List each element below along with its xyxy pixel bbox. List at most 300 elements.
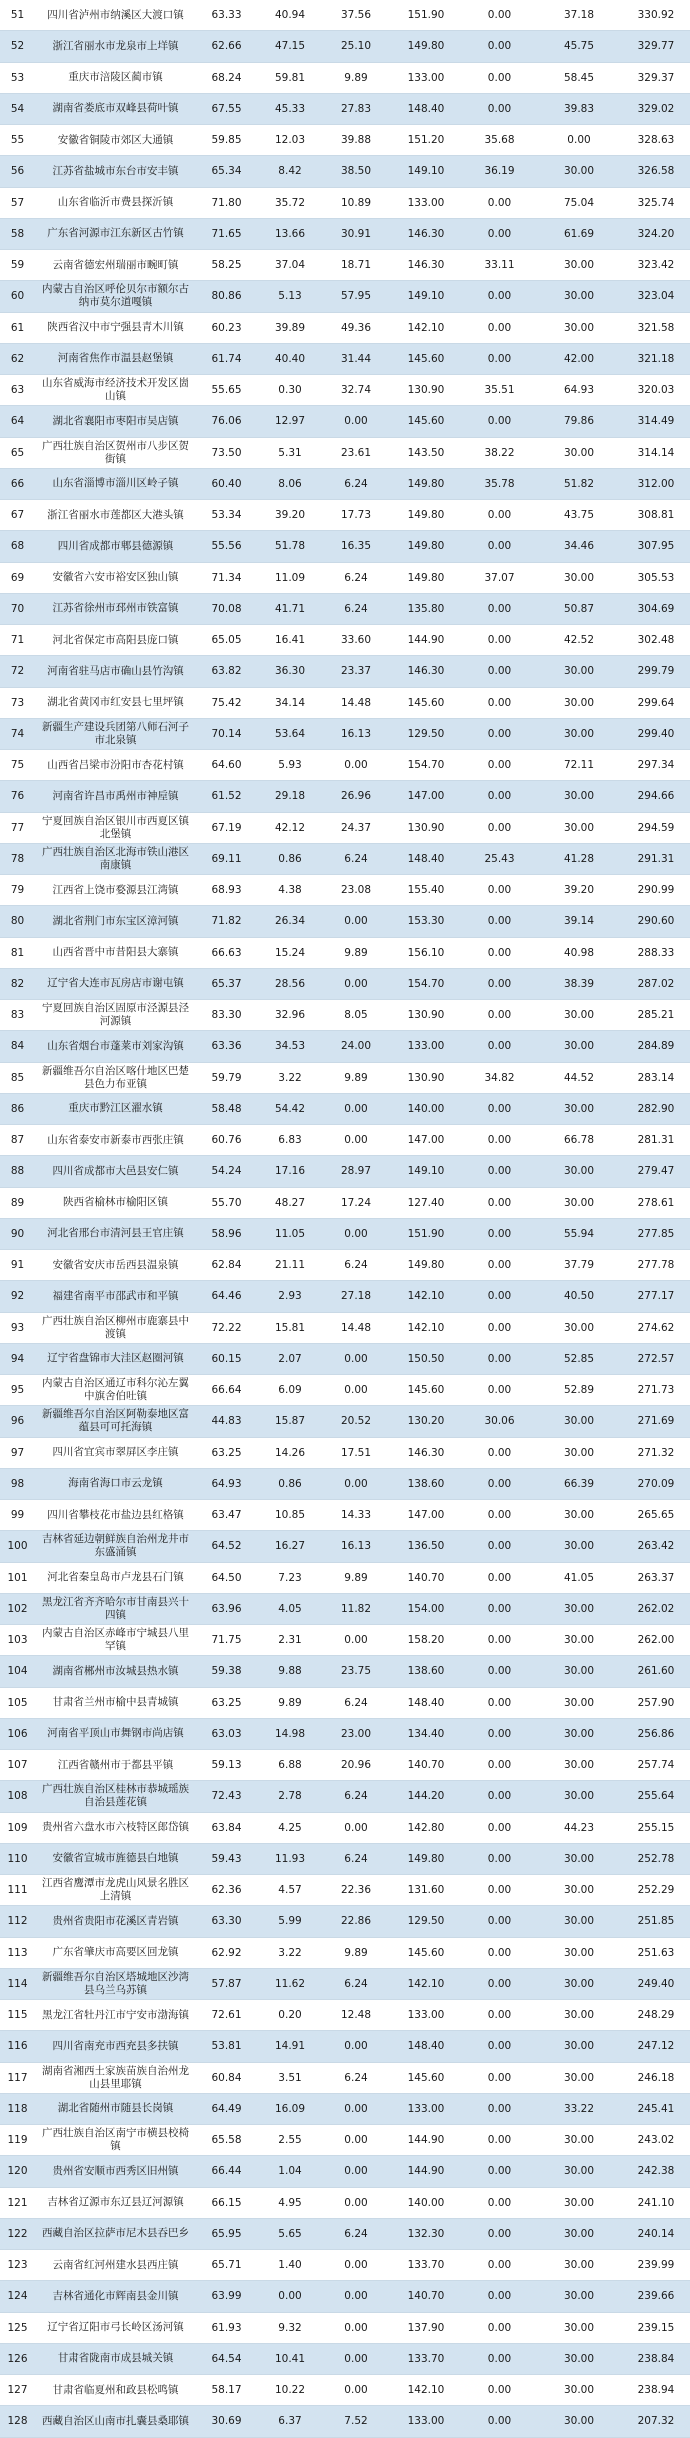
town-name-cell: 湖南省湘西土家族苗族自治州龙山县里耶镇 (35, 2062, 196, 2093)
score-cell-c6: 30.00 (536, 1718, 622, 1749)
score-cell-c3: 57.95 (323, 281, 389, 312)
score-cell-c1: 71.34 (196, 562, 257, 593)
score-cell-c1: 71.82 (196, 906, 257, 937)
score-cell-c7: 255.15 (622, 1812, 690, 1843)
rank-cell: 68 (0, 531, 35, 562)
town-name-cell: 重庆市涪陵区蔺市镇 (35, 62, 196, 93)
score-cell-c5: 0.00 (463, 2031, 536, 2062)
score-cell-c3: 9.89 (323, 1937, 389, 1968)
score-cell-c4: 144.90 (389, 625, 463, 656)
rank-cell: 57 (0, 187, 35, 218)
score-cell-c6: 75.04 (536, 187, 622, 218)
score-cell-c2: 14.98 (257, 1718, 323, 1749)
score-cell-c4: 148.40 (389, 1687, 463, 1718)
rank-cell: 107 (0, 1750, 35, 1781)
score-cell-c7: 257.74 (622, 1750, 690, 1781)
score-cell-c2: 3.22 (257, 1937, 323, 1968)
score-cell-c3: 27.83 (323, 93, 389, 124)
score-cell-c7: 284.89 (622, 1031, 690, 1062)
score-cell-c3: 0.00 (323, 1625, 389, 1656)
score-cell-c1: 59.85 (196, 125, 257, 156)
score-cell-c4: 130.90 (389, 1062, 463, 1093)
score-cell-c1: 63.99 (196, 2281, 257, 2312)
score-cell-c3: 7.52 (323, 2406, 389, 2437)
town-name-cell: 甘肃省兰州市榆中县青城镇 (35, 1687, 196, 1718)
score-cell-c5: 34.82 (463, 1062, 536, 1093)
table-row (0, 250, 690, 281)
town-name-cell: 广东省肇庆市高要区回龙镇 (35, 1937, 196, 1968)
town-name-cell: 山东省烟台市蓬莱市刘家沟镇 (35, 1031, 196, 1062)
town-name-cell: 辽宁省盘锦市大洼区赵圈河镇 (35, 1343, 196, 1374)
score-cell-c7: 321.18 (622, 343, 690, 374)
table-row (0, 281, 690, 312)
table-row (0, 625, 690, 656)
score-cell-c5: 0.00 (463, 1750, 536, 1781)
score-cell-c6: 30.00 (536, 2343, 622, 2374)
town-name-cell: 吉林省辽源市东辽县辽河源镇 (35, 2187, 196, 2218)
score-cell-c4: 130.90 (389, 1000, 463, 1031)
table-row (0, 1375, 690, 1406)
score-cell-c5: 33.11 (463, 250, 536, 281)
table-row (0, 1250, 690, 1281)
town-name-cell: 西藏自治区山南市扎囊县桑耶镇 (35, 2406, 196, 2437)
score-cell-c5: 0.00 (463, 750, 536, 781)
score-cell-c5: 0.00 (463, 1500, 536, 1531)
town-name-cell: 内蒙古自治区赤峰市宁城县八里罕镇 (35, 1625, 196, 1656)
score-cell-c7: 285.21 (622, 1000, 690, 1031)
score-cell-c4: 142.10 (389, 1281, 463, 1312)
score-cell-c4: 140.70 (389, 1562, 463, 1593)
score-cell-c6: 30.00 (536, 2406, 622, 2437)
score-cell-c7: 323.04 (622, 281, 690, 312)
table-row (0, 1000, 690, 1031)
rank-cell: 71 (0, 625, 35, 656)
score-cell-c1: 63.82 (196, 656, 257, 687)
score-cell-c1: 63.25 (196, 1437, 257, 1468)
table-row (0, 875, 690, 906)
rank-cell: 124 (0, 2281, 35, 2312)
score-cell-c5: 0.00 (463, 1687, 536, 1718)
score-cell-c5: 36.19 (463, 156, 536, 187)
score-cell-c5: 0.00 (463, 1250, 536, 1281)
table-row (0, 1750, 690, 1781)
table-row (0, 500, 690, 531)
rank-cell: 126 (0, 2343, 35, 2374)
score-cell-c1: 57.87 (196, 1968, 257, 1999)
score-cell-c5: 0.00 (463, 968, 536, 999)
score-cell-c4: 150.50 (389, 1343, 463, 1374)
score-cell-c6: 30.00 (536, 2250, 622, 2281)
score-cell-c7: 277.85 (622, 1218, 690, 1249)
score-cell-c2: 8.06 (257, 468, 323, 499)
score-cell-c5: 0.00 (463, 2125, 536, 2156)
score-cell-c1: 59.38 (196, 1656, 257, 1687)
score-cell-c7: 252.29 (622, 1875, 690, 1906)
score-cell-c7: 262.00 (622, 1625, 690, 1656)
rank-cell: 120 (0, 2156, 35, 2187)
score-cell-c3: 0.00 (323, 2312, 389, 2343)
score-cell-c3: 38.50 (323, 156, 389, 187)
score-cell-c4: 151.90 (389, 1218, 463, 1249)
score-cell-c2: 14.91 (257, 2031, 323, 2062)
score-cell-c3: 0.00 (323, 1125, 389, 1156)
score-cell-c1: 83.30 (196, 1000, 257, 1031)
score-cell-c5: 0.00 (463, 93, 536, 124)
score-cell-c7: 270.09 (622, 1468, 690, 1499)
table-row (0, 1218, 690, 1249)
score-cell-c4: 140.70 (389, 1750, 463, 1781)
score-cell-c5: 0.00 (463, 1968, 536, 1999)
rank-cell: 54 (0, 93, 35, 124)
score-cell-c1: 59.79 (196, 1062, 257, 1093)
score-cell-c1: 70.14 (196, 718, 257, 749)
score-cell-c5: 0.00 (463, 1625, 536, 1656)
score-cell-c2: 3.22 (257, 1062, 323, 1093)
score-cell-c6: 30.00 (536, 1312, 622, 1343)
rank-cell: 75 (0, 750, 35, 781)
score-cell-c6: 30.00 (536, 1656, 622, 1687)
town-name-cell: 江西省赣州市于都县平镇 (35, 1750, 196, 1781)
rank-cell: 87 (0, 1125, 35, 1156)
table-row (0, 1718, 690, 1749)
score-cell-c1: 71.65 (196, 218, 257, 249)
score-cell-c6: 38.39 (536, 968, 622, 999)
table-row (0, 2031, 690, 2062)
score-cell-c4: 144.90 (389, 2156, 463, 2187)
rank-cell: 89 (0, 1187, 35, 1218)
score-cell-c5: 0.00 (463, 2093, 536, 2124)
score-cell-c1: 76.06 (196, 406, 257, 437)
score-cell-c6: 72.11 (536, 750, 622, 781)
town-name-cell: 四川省南充市西充县多扶镇 (35, 2031, 196, 2062)
score-cell-c1: 58.25 (196, 250, 257, 281)
score-cell-c6: 30.00 (536, 2312, 622, 2343)
table-row (0, 1343, 690, 1374)
score-cell-c7: 251.63 (622, 1937, 690, 1968)
score-cell-c4: 147.00 (389, 1125, 463, 1156)
rank-cell: 56 (0, 156, 35, 187)
score-cell-c2: 6.37 (257, 2406, 323, 2437)
table-row (0, 1656, 690, 1687)
score-cell-c2: 2.78 (257, 1781, 323, 1812)
score-cell-c5: 0.00 (463, 2218, 536, 2249)
table-row (0, 2218, 690, 2249)
score-cell-c4: 143.50 (389, 437, 463, 468)
score-cell-c2: 42.12 (257, 812, 323, 843)
town-name-cell: 湖北省随州市随县长岗镇 (35, 2093, 196, 2124)
rank-cell: 66 (0, 468, 35, 499)
score-cell-c4: 149.10 (389, 156, 463, 187)
score-cell-c4: 146.30 (389, 1437, 463, 1468)
rank-cell: 128 (0, 2406, 35, 2437)
score-cell-c2: 11.09 (257, 562, 323, 593)
table-row (0, 1156, 690, 1187)
town-name-cell: 江西省鹰潭市龙虎山风景名胜区上清镇 (35, 1875, 196, 1906)
table-row (0, 718, 690, 749)
score-cell-c3: 0.00 (323, 968, 389, 999)
score-cell-c6: 58.45 (536, 62, 622, 93)
score-cell-c4: 133.00 (389, 2406, 463, 2437)
score-cell-c1: 63.96 (196, 1593, 257, 1624)
town-name-cell: 贵州省贵阳市花溪区青岩镇 (35, 1906, 196, 1937)
town-name-cell: 山东省泰安市新泰市西张庄镇 (35, 1125, 196, 1156)
rank-cell: 119 (0, 2125, 35, 2156)
score-cell-c6: 30.00 (536, 1187, 622, 1218)
table-row (0, 0, 690, 31)
score-cell-c4: 149.10 (389, 1156, 463, 1187)
score-cell-c5: 0.00 (463, 281, 536, 312)
table-row (0, 2312, 690, 2343)
score-cell-c5: 0.00 (463, 31, 536, 62)
score-cell-c6: 30.00 (536, 2218, 622, 2249)
table-row (0, 218, 690, 249)
table-row (0, 343, 690, 374)
score-cell-c7: 305.53 (622, 562, 690, 593)
score-cell-c1: 80.86 (196, 281, 257, 312)
town-name-cell: 湖北省黄冈市红安县七里坪镇 (35, 687, 196, 718)
town-name-cell: 四川省成都市大邑县安仁镇 (35, 1156, 196, 1187)
score-cell-c7: 274.62 (622, 1312, 690, 1343)
table-row (0, 1906, 690, 1937)
score-cell-c1: 63.36 (196, 1031, 257, 1062)
table-row (0, 687, 690, 718)
score-cell-c6: 61.69 (536, 218, 622, 249)
score-cell-c1: 58.96 (196, 1218, 257, 1249)
score-cell-c3: 32.74 (323, 375, 389, 406)
rank-cell: 93 (0, 1312, 35, 1343)
town-name-cell: 江西省上饶市婺源县江湾镇 (35, 875, 196, 906)
rank-cell: 95 (0, 1375, 35, 1406)
score-cell-c2: 0.30 (257, 375, 323, 406)
score-cell-c1: 60.40 (196, 468, 257, 499)
score-cell-c2: 6.83 (257, 1125, 323, 1156)
rank-cell: 72 (0, 656, 35, 687)
score-cell-c1: 65.05 (196, 625, 257, 656)
score-cell-c2: 12.97 (257, 406, 323, 437)
score-cell-c2: 59.81 (257, 62, 323, 93)
score-cell-c1: 62.84 (196, 1250, 257, 1281)
score-cell-c5: 35.68 (463, 125, 536, 156)
rank-cell: 51 (0, 0, 35, 31)
score-cell-c5: 0.00 (463, 1812, 536, 1843)
town-name-cell: 山东省淄博市淄川区岭子镇 (35, 468, 196, 499)
score-cell-c3: 24.00 (323, 1031, 389, 1062)
score-cell-c4: 148.40 (389, 2031, 463, 2062)
score-cell-c6: 30.00 (536, 812, 622, 843)
score-cell-c2: 15.24 (257, 937, 323, 968)
score-cell-c1: 63.47 (196, 1500, 257, 1531)
town-name-cell: 新疆维吾尔自治区阿勒泰地区富蕴县可可托海镇 (35, 1406, 196, 1437)
score-cell-c6: 30.00 (536, 2000, 622, 2031)
table-row (0, 2343, 690, 2374)
score-cell-c3: 20.96 (323, 1750, 389, 1781)
rank-cell: 69 (0, 562, 35, 593)
rank-cell: 91 (0, 1250, 35, 1281)
score-cell-c2: 28.56 (257, 968, 323, 999)
score-cell-c2: 45.33 (257, 93, 323, 124)
table-row (0, 2406, 690, 2437)
score-cell-c1: 66.64 (196, 1375, 257, 1406)
score-cell-c6: 30.00 (536, 250, 622, 281)
score-cell-c3: 14.48 (323, 687, 389, 718)
score-cell-c6: 52.89 (536, 1375, 622, 1406)
score-cell-c4: 146.30 (389, 656, 463, 687)
score-cell-c1: 64.50 (196, 1562, 257, 1593)
score-cell-c2: 16.27 (257, 1531, 323, 1562)
score-cell-c5: 0.00 (463, 1156, 536, 1187)
score-cell-c3: 17.51 (323, 1437, 389, 1468)
score-cell-c6: 40.50 (536, 1281, 622, 1312)
score-cell-c2: 13.66 (257, 218, 323, 249)
score-cell-c4: 145.60 (389, 2062, 463, 2093)
score-cell-c4: 151.20 (389, 125, 463, 156)
score-cell-c2: 0.20 (257, 2000, 323, 2031)
rank-cell: 122 (0, 2218, 35, 2249)
score-cell-c7: 238.94 (622, 2375, 690, 2406)
score-cell-c7: 325.74 (622, 187, 690, 218)
score-cell-c7: 248.29 (622, 2000, 690, 2031)
table-row (0, 437, 690, 468)
score-cell-c2: 2.07 (257, 1343, 323, 1374)
rank-cell: 88 (0, 1156, 35, 1187)
score-cell-c7: 302.48 (622, 625, 690, 656)
score-cell-c6: 30.00 (536, 656, 622, 687)
score-cell-c1: 60.84 (196, 2062, 257, 2093)
score-cell-c7: 312.00 (622, 468, 690, 499)
town-name-cell: 云南省德宏州瑞丽市畹町镇 (35, 250, 196, 281)
rank-cell: 63 (0, 375, 35, 406)
score-cell-c1: 55.65 (196, 375, 257, 406)
town-name-cell: 黑龙江省牡丹江市宁安市渤海镇 (35, 2000, 196, 2031)
rank-cell: 67 (0, 500, 35, 531)
score-cell-c4: 149.80 (389, 1843, 463, 1874)
score-cell-c2: 5.65 (257, 2218, 323, 2249)
score-cell-c4: 149.80 (389, 31, 463, 62)
score-cell-c4: 146.30 (389, 218, 463, 249)
score-cell-c2: 6.09 (257, 1375, 323, 1406)
table-row (0, 1500, 690, 1531)
score-cell-c6: 30.00 (536, 1093, 622, 1124)
score-cell-c5: 0.00 (463, 2250, 536, 2281)
score-cell-c1: 54.24 (196, 1156, 257, 1187)
score-cell-c4: 133.00 (389, 187, 463, 218)
score-cell-c1: 68.24 (196, 62, 257, 93)
score-cell-c1: 66.15 (196, 2187, 257, 2218)
score-cell-c6: 30.00 (536, 156, 622, 187)
score-cell-c4: 145.60 (389, 687, 463, 718)
score-cell-c7: 257.90 (622, 1687, 690, 1718)
score-cell-c2: 5.93 (257, 750, 323, 781)
town-name-cell: 安徽省铜陵市郊区大通镇 (35, 125, 196, 156)
score-cell-c2: 41.71 (257, 593, 323, 624)
score-cell-c3: 28.97 (323, 1156, 389, 1187)
score-cell-c5: 0.00 (463, 718, 536, 749)
score-cell-c7: 294.59 (622, 812, 690, 843)
score-cell-c7: 239.15 (622, 2312, 690, 2343)
table-row (0, 1093, 690, 1124)
score-cell-c6: 55.94 (536, 1218, 622, 1249)
score-cell-c1: 64.52 (196, 1531, 257, 1562)
score-cell-c3: 10.89 (323, 187, 389, 218)
table-row (0, 1437, 690, 1468)
score-cell-c4: 133.00 (389, 1031, 463, 1062)
score-cell-c3: 9.89 (323, 937, 389, 968)
rank-cell: 61 (0, 312, 35, 343)
score-cell-c3: 49.36 (323, 312, 389, 343)
rank-cell: 58 (0, 218, 35, 249)
score-cell-c1: 66.63 (196, 937, 257, 968)
score-cell-c3: 0.00 (323, 2250, 389, 2281)
score-cell-c3: 20.52 (323, 1406, 389, 1437)
score-cell-c7: 261.60 (622, 1656, 690, 1687)
town-name-cell: 西藏自治区拉萨市尼木县吞巴乡 (35, 2218, 196, 2249)
score-cell-c4: 145.60 (389, 343, 463, 374)
score-cell-c4: 154.70 (389, 750, 463, 781)
score-cell-c5: 0.00 (463, 1843, 536, 1874)
score-cell-c4: 140.00 (389, 1093, 463, 1124)
table-row (0, 312, 690, 343)
score-cell-c1: 61.52 (196, 781, 257, 812)
score-cell-c4: 145.60 (389, 1375, 463, 1406)
town-name-cell: 河南省许昌市禹州市神垕镇 (35, 781, 196, 812)
score-cell-c6: 37.79 (536, 1250, 622, 1281)
score-cell-c3: 26.96 (323, 781, 389, 812)
score-cell-c7: 324.20 (622, 218, 690, 249)
rank-cell: 110 (0, 1843, 35, 1874)
score-cell-c1: 71.80 (196, 187, 257, 218)
score-cell-c7: 304.69 (622, 593, 690, 624)
score-cell-c3: 6.24 (323, 1781, 389, 1812)
score-cell-c3: 0.00 (323, 2156, 389, 2187)
score-cell-c7: 278.61 (622, 1187, 690, 1218)
score-cell-c1: 58.48 (196, 1093, 257, 1124)
score-cell-c6: 66.39 (536, 1468, 622, 1499)
score-cell-c5: 0.00 (463, 2312, 536, 2343)
score-cell-c4: 140.00 (389, 2187, 463, 2218)
score-cell-c2: 4.95 (257, 2187, 323, 2218)
score-cell-c6: 39.20 (536, 875, 622, 906)
rank-cell: 99 (0, 1500, 35, 1531)
town-name-cell: 黑龙江省齐齐哈尔市甘南县兴十四镇 (35, 1593, 196, 1624)
table-row (0, 593, 690, 624)
score-cell-c2: 6.88 (257, 1750, 323, 1781)
town-name-cell: 山西省吕梁市汾阳市杏花村镇 (35, 750, 196, 781)
score-cell-c7: 279.47 (622, 1156, 690, 1187)
rank-cell: 108 (0, 1781, 35, 1812)
score-cell-c2: 35.72 (257, 187, 323, 218)
score-cell-c5: 0.00 (463, 1281, 536, 1312)
town-name-cell: 广东省河源市江东新区古竹镇 (35, 218, 196, 249)
score-cell-c1: 65.95 (196, 2218, 257, 2249)
score-cell-c4: 127.40 (389, 1187, 463, 1218)
rank-cell: 84 (0, 1031, 35, 1062)
score-cell-c7: 323.42 (622, 250, 690, 281)
score-cell-c2: 54.42 (257, 1093, 323, 1124)
score-cell-c1: 65.71 (196, 2250, 257, 2281)
score-cell-c1: 55.56 (196, 531, 257, 562)
score-cell-c3: 18.71 (323, 250, 389, 281)
score-cell-c3: 6.24 (323, 468, 389, 499)
score-cell-c5: 0.00 (463, 1937, 536, 1968)
score-cell-c5: 0.00 (463, 62, 536, 93)
score-cell-c4: 135.80 (389, 593, 463, 624)
town-name-cell: 河北省秦皇岛市卢龙县石门镇 (35, 1562, 196, 1593)
table-row (0, 156, 690, 187)
score-cell-c5: 0.00 (463, 2156, 536, 2187)
table-row (0, 1281, 690, 1312)
score-cell-c2: 11.93 (257, 1843, 323, 1874)
score-cell-c3: 9.89 (323, 1562, 389, 1593)
